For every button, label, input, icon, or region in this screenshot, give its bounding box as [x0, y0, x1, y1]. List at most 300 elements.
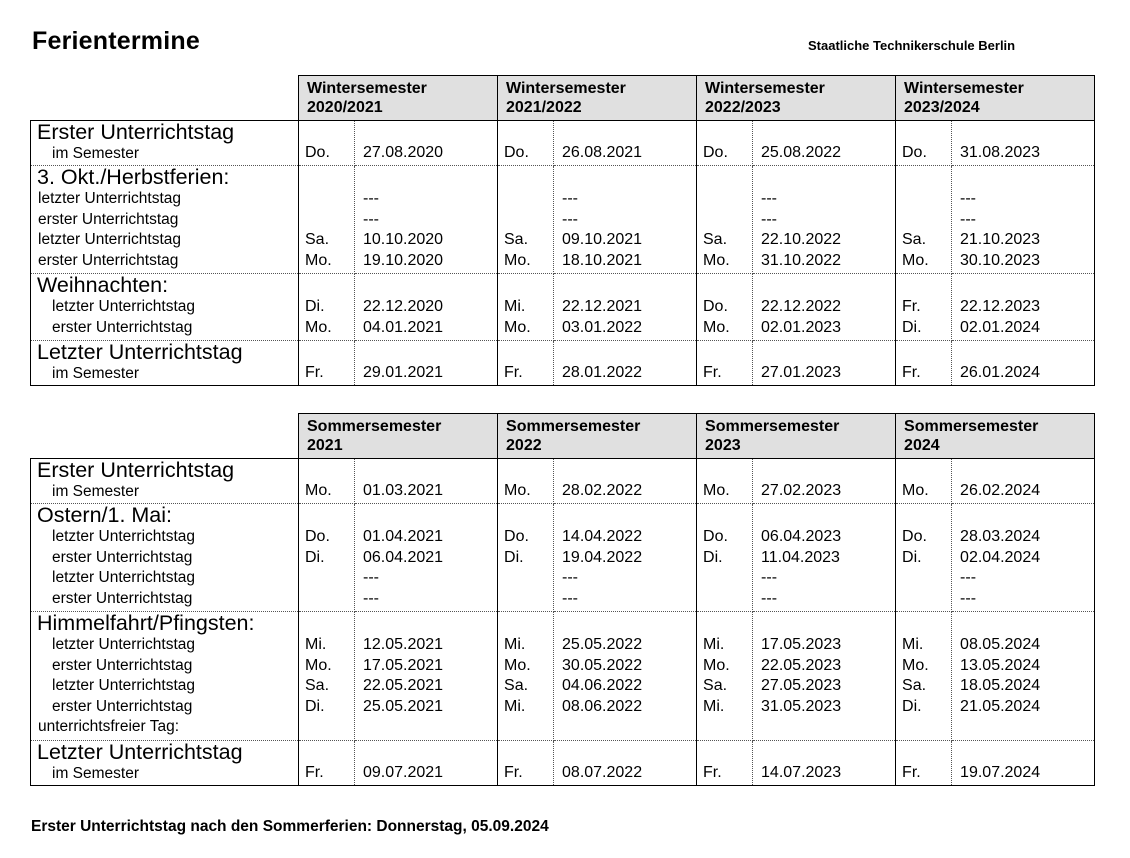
semester-header [498, 414, 697, 459]
weekday: Mo. [305, 251, 332, 269]
date-value: 04.06.2022 [562, 677, 643, 694]
cell-spacer [703, 274, 752, 297]
weekday: Sa. [902, 677, 927, 694]
weekday-cell [498, 612, 554, 741]
weekday-cell [299, 121, 355, 166]
weekday: Mi. [703, 636, 725, 653]
footer-note: Erster Unterrichtstag nach den Sommerferien: Donnerstag, 05.09.2024 [31, 818, 549, 835]
cell-spacer [562, 341, 696, 363]
header-spacer [31, 76, 299, 121]
cell-spacer [761, 166, 895, 189]
date-value: --- [960, 190, 976, 207]
cell-spacer [504, 459, 553, 481]
cell-spacer [703, 341, 752, 363]
cell-spacer [902, 612, 951, 635]
weekday: Di. [902, 548, 922, 566]
date-value: 27.02.2023 [761, 482, 842, 499]
weekday [703, 210, 752, 231]
date-value: --- [761, 569, 778, 586]
date-value: 27.01.2023 [761, 364, 842, 381]
schedule-row [31, 121, 1095, 166]
cell-spacer [504, 741, 553, 763]
weekday [504, 568, 553, 589]
weekday-cell [498, 121, 554, 166]
date-value: 25.05.2022 [562, 636, 643, 653]
date-value: --- [960, 589, 977, 607]
date-cell [753, 274, 896, 341]
date-value: 26.02.2024 [960, 482, 1041, 499]
weekday [703, 189, 752, 210]
cell-spacer [562, 459, 696, 481]
cell-spacer [363, 504, 497, 527]
date-cell [952, 341, 1095, 386]
page-title: Ferientermine [32, 27, 200, 55]
cell-spacer [761, 504, 895, 527]
weekday-cell [697, 459, 753, 504]
date-value: 08.06.2022 [562, 697, 643, 715]
date-cell [355, 341, 498, 386]
row-sublabel: erster Unterrichtstag [38, 210, 179, 228]
cell-spacer [902, 504, 951, 527]
weekday: Mo. [504, 251, 531, 269]
semester-header-year: 2023 [705, 437, 741, 454]
weekday: Di. [703, 548, 723, 566]
date-cell [952, 121, 1095, 166]
date-value: 27.05.2023 [761, 677, 842, 694]
date-value: --- [363, 589, 379, 607]
cell-spacer [902, 341, 951, 363]
date-cell [753, 166, 896, 274]
weekday [703, 589, 752, 610]
date-value: --- [960, 569, 977, 586]
date-value: 09.07.2021 [363, 763, 444, 781]
semester-header [299, 414, 498, 459]
cell-spacer [305, 741, 354, 763]
weekday: Mo. [305, 482, 332, 499]
date-value: 10.10.2020 [363, 231, 444, 248]
date-value: 19.04.2022 [562, 548, 643, 566]
cell-spacer [305, 121, 354, 143]
weekday: Di. [305, 697, 325, 715]
winter-header-row [31, 76, 1095, 121]
weekday: Di. [305, 548, 325, 566]
section-title: Letzter Unterrichtstag [37, 739, 243, 764]
schedule-row [31, 274, 1095, 341]
header-spacer [31, 414, 299, 459]
row-sublabel: im Semester [52, 764, 139, 782]
cell-spacer [562, 741, 696, 763]
date-value: 01.04.2021 [363, 528, 444, 545]
semester-header-year: 2023/2024 [904, 99, 980, 116]
date-value: 09.10.2021 [562, 231, 643, 248]
cell-spacer [562, 121, 696, 143]
date-value: 21.10.2023 [960, 231, 1041, 248]
date-cell [753, 459, 896, 504]
cell-spacer [960, 612, 1094, 635]
date-value: --- [960, 210, 976, 228]
date-value: 02.01.2023 [761, 318, 842, 336]
schedule-row [31, 740, 1095, 785]
semester-header-label: Sommersemester [506, 418, 641, 435]
cell-spacer [562, 504, 696, 527]
date-cell [753, 740, 896, 785]
cell-spacer [363, 274, 497, 297]
weekday [902, 589, 951, 610]
weekday: Fr. [902, 364, 921, 381]
weekday-cell [896, 274, 952, 341]
weekday [902, 568, 951, 589]
date-cell [753, 612, 896, 741]
date-value: 11.04.2023 [761, 548, 840, 566]
semester-header-label: Wintersemester [904, 80, 1024, 97]
weekday-cell [697, 504, 753, 612]
weekday-cell [697, 740, 753, 785]
cell-spacer [960, 121, 1094, 143]
weekday: Fr. [504, 763, 523, 781]
date-cell [355, 459, 498, 504]
cell-spacer [703, 121, 752, 143]
weekday: Mo. [305, 318, 332, 336]
date-value: --- [562, 190, 578, 207]
semester-header [299, 76, 498, 121]
date-cell [554, 504, 697, 612]
weekday: Mo. [703, 656, 730, 674]
weekday-cell [299, 612, 355, 741]
weekday [504, 189, 553, 210]
schedule-row [31, 612, 1095, 741]
date-value: 25.08.2022 [761, 144, 842, 161]
row-sublabel: letzter Unterrichtstag [38, 231, 181, 248]
semester-header-label: Sommersemester [307, 418, 442, 435]
weekday-cell [896, 612, 952, 741]
weekday-cell [896, 341, 952, 386]
row-label [31, 274, 299, 341]
weekday-cell [697, 166, 753, 274]
row-sublabel: letzter Unterrichtstag [52, 636, 195, 653]
weekday: Fr. [902, 763, 921, 781]
date-value: 22.05.2023 [761, 656, 842, 674]
cell-spacer [703, 504, 752, 527]
cell-spacer [960, 341, 1094, 363]
cell-spacer [902, 166, 951, 189]
row-sublabel: erster Unterrichtstag [52, 589, 193, 607]
cell-spacer [703, 741, 752, 763]
date-value: 17.05.2021 [363, 656, 444, 674]
weekday-cell [498, 740, 554, 785]
date-value: 26.08.2021 [562, 144, 643, 161]
date-value: --- [761, 589, 778, 607]
cell-spacer [960, 166, 1094, 189]
row-sublabel: erster Unterrichtstag [52, 318, 193, 336]
date-cell [952, 740, 1095, 785]
row-sublabel: im Semester [52, 145, 139, 162]
row-label [31, 166, 299, 274]
semester-header-label: Wintersemester [705, 80, 825, 97]
weekday-cell [299, 504, 355, 612]
winter-schedule-table [30, 75, 1095, 386]
cell-spacer [504, 504, 553, 527]
date-value: 19.07.2024 [960, 763, 1041, 781]
weekday-cell [498, 274, 554, 341]
date-cell [355, 740, 498, 785]
date-value: 14.04.2022 [562, 528, 643, 545]
date-cell [952, 166, 1095, 274]
date-value: 22.12.2022 [761, 298, 842, 315]
weekday: Sa. [305, 677, 330, 694]
row-sublabel: letzter Unterrichtstag [52, 298, 195, 315]
weekday: Fr. [504, 364, 523, 381]
cell-spacer [902, 741, 951, 763]
date-value: 06.04.2023 [761, 528, 842, 545]
date-value: --- [562, 210, 578, 228]
cell-spacer [960, 504, 1094, 527]
schedule-row [31, 166, 1095, 274]
date-value: 30.05.2022 [562, 656, 643, 674]
cell-spacer [363, 166, 497, 189]
semester-header-year: 2020/2021 [307, 99, 383, 116]
cell-spacer [703, 166, 752, 189]
weekday-cell [299, 740, 355, 785]
date-cell [355, 612, 498, 741]
weekday: Mo. [504, 482, 531, 499]
cell-spacer [761, 612, 895, 635]
date-cell [554, 459, 697, 504]
weekday: Sa. [305, 231, 330, 248]
date-cell [554, 740, 697, 785]
weekday-cell [697, 274, 753, 341]
cell-spacer [305, 166, 354, 189]
weekday: Fr. [305, 364, 324, 381]
weekday-cell [498, 341, 554, 386]
row-sublabel: erster Unterrichtstag [52, 548, 193, 566]
cell-spacer [761, 274, 895, 297]
weekday: Do. [504, 528, 529, 545]
weekday: Mo. [504, 318, 531, 336]
cell-spacer [761, 459, 895, 481]
row-label [31, 612, 299, 741]
cell-spacer [305, 504, 354, 527]
semester-header-year: 2021 [307, 437, 343, 454]
weekday: Do. [504, 144, 529, 161]
semester-header-year: 2022 [506, 437, 542, 454]
row-sublabel: letzter Unterrichtstag [38, 190, 181, 207]
weekday: Sa. [902, 231, 927, 248]
cell-spacer [305, 612, 354, 635]
weekday: Sa. [504, 231, 529, 248]
weekday: Do. [902, 144, 927, 161]
weekday-cell [299, 341, 355, 386]
date-value: 01.03.2021 [363, 482, 444, 499]
weekday: Mi. [703, 697, 725, 715]
row-sublabel: erster Unterrichtstag [38, 251, 179, 269]
date-value: 22.10.2022 [761, 231, 842, 248]
weekday-cell [896, 459, 952, 504]
date-cell [952, 274, 1095, 341]
school-name: Staatliche Technikerschule Berlin [808, 38, 1016, 53]
date-value: --- [363, 210, 379, 228]
weekday: Mo. [902, 251, 929, 269]
section-title: Weihnachten: [37, 273, 169, 297]
semester-header-label: Wintersemester [307, 80, 427, 97]
semester-header-year: 2024 [904, 437, 940, 454]
weekday [902, 210, 951, 231]
weekday-cell [896, 121, 952, 166]
weekday-cell [299, 166, 355, 274]
weekday-cell [498, 459, 554, 504]
cell-spacer [562, 612, 696, 635]
weekday: Mi. [504, 636, 526, 653]
date-value: 22.12.2023 [960, 298, 1041, 315]
summer-header-row [31, 414, 1095, 459]
cell-spacer [363, 741, 497, 763]
cell-spacer [902, 121, 951, 143]
weekday-cell [896, 166, 952, 274]
semester-header [697, 414, 896, 459]
date-cell [554, 341, 697, 386]
date-value: 28.03.2024 [960, 528, 1041, 545]
date-cell [554, 121, 697, 166]
weekday: Di. [902, 318, 922, 336]
cell-spacer [363, 121, 497, 143]
cell-spacer [902, 459, 951, 481]
cell-spacer [504, 274, 553, 297]
cell-spacer [902, 274, 951, 297]
weekday-cell [697, 121, 753, 166]
weekday-cell [896, 504, 952, 612]
cell-spacer [504, 121, 553, 143]
cell-spacer [504, 166, 553, 189]
date-value: --- [363, 569, 379, 586]
cell-spacer [363, 612, 497, 635]
weekday: Di. [504, 548, 524, 566]
weekday [305, 189, 354, 210]
weekday: Do. [305, 528, 330, 545]
date-value: 12.05.2021 [363, 636, 444, 653]
row-sublabel: im Semester [52, 483, 139, 500]
weekday: Mo. [305, 656, 332, 674]
cell-spacer [504, 341, 553, 363]
semester-header-label: Sommersemester [904, 418, 1039, 435]
date-value: 17.05.2023 [761, 636, 842, 653]
date-value: 31.08.2023 [960, 144, 1041, 161]
semester-header [896, 76, 1095, 121]
weekday: Mi. [504, 298, 526, 315]
cell-spacer [305, 274, 354, 297]
weekday-cell [299, 459, 355, 504]
section-title: Letzter Unterrichtstag [37, 340, 243, 364]
weekday: Mi. [902, 636, 924, 653]
date-value: 18.05.2024 [960, 677, 1041, 694]
weekday [703, 568, 752, 589]
cell-spacer [960, 274, 1094, 297]
semester-header-label: Wintersemester [506, 80, 626, 97]
date-value: 27.08.2020 [363, 144, 444, 161]
date-value: 22.12.2021 [562, 298, 643, 315]
date-value: 02.01.2024 [960, 318, 1041, 336]
weekday [504, 210, 553, 231]
weekday [504, 589, 553, 610]
schedule-row [31, 459, 1095, 504]
date-value: 22.12.2020 [363, 298, 444, 315]
cell-spacer [305, 459, 354, 481]
weekday: Mo. [703, 482, 730, 499]
date-cell [355, 504, 498, 612]
weekday: Do. [703, 298, 728, 315]
date-value: 21.05.2024 [960, 697, 1041, 715]
semester-header-year: 2021/2022 [506, 99, 582, 116]
row-sublabel: erster Unterrichtstag [52, 697, 193, 715]
date-cell [753, 121, 896, 166]
date-value: --- [562, 569, 578, 586]
weekday: Mo. [703, 251, 730, 269]
weekday: Sa. [703, 677, 728, 694]
date-value: 19.10.2020 [363, 251, 444, 269]
date-cell [952, 504, 1095, 612]
row-sublabel: im Semester [52, 365, 139, 382]
weekday: Sa. [504, 677, 529, 694]
weekday: Di. [305, 298, 325, 315]
weekday-cell [896, 740, 952, 785]
date-cell [554, 612, 697, 741]
semester-header [896, 414, 1095, 459]
weekday-cell [299, 274, 355, 341]
date-value: 22.05.2021 [363, 677, 444, 694]
weekday: Mo. [703, 318, 730, 336]
semester-header [697, 76, 896, 121]
row-sublabel: erster Unterrichtstag [52, 656, 193, 674]
date-value: 28.01.2022 [562, 364, 643, 381]
cell-spacer [703, 459, 752, 481]
date-value: 26.01.2024 [960, 364, 1041, 381]
row-sublabel: letzter Unterrichtstag [52, 569, 195, 586]
row-sublabel: letzter Unterrichtstag [52, 677, 195, 694]
semester-header-year: 2022/2023 [705, 99, 781, 116]
section-title: Ostern/1. Mai: [37, 503, 173, 527]
row-label [31, 740, 299, 785]
date-value: 13.05.2024 [960, 656, 1041, 674]
date-cell [554, 166, 697, 274]
row-sublabel: letzter Unterrichtstag [52, 528, 195, 545]
weekday: Do. [703, 144, 728, 161]
date-cell [753, 341, 896, 386]
weekday-cell [498, 504, 554, 612]
date-value: 08.05.2024 [960, 636, 1041, 653]
weekday [305, 568, 354, 589]
weekday: Di. [902, 697, 922, 715]
date-value: --- [562, 589, 578, 607]
weekday: Fr. [305, 763, 324, 781]
date-value: --- [363, 190, 379, 207]
weekday: Mo. [504, 656, 531, 674]
date-cell [355, 121, 498, 166]
date-value: 06.04.2021 [363, 548, 444, 566]
cell-spacer [703, 612, 752, 635]
weekday: Do. [902, 528, 927, 545]
date-value: 29.01.2021 [363, 364, 444, 381]
weekday-cell [697, 341, 753, 386]
cell-spacer [761, 341, 895, 363]
date-value: 04.01.2021 [363, 318, 444, 336]
weekday: Do. [703, 528, 728, 545]
row-label [31, 459, 299, 504]
date-cell [753, 504, 896, 612]
weekday-cell [498, 166, 554, 274]
cell-spacer [562, 166, 696, 189]
weekday: Mo. [902, 656, 929, 674]
date-value: --- [761, 190, 777, 207]
row-label [31, 341, 299, 386]
schedule-row [31, 341, 1095, 386]
